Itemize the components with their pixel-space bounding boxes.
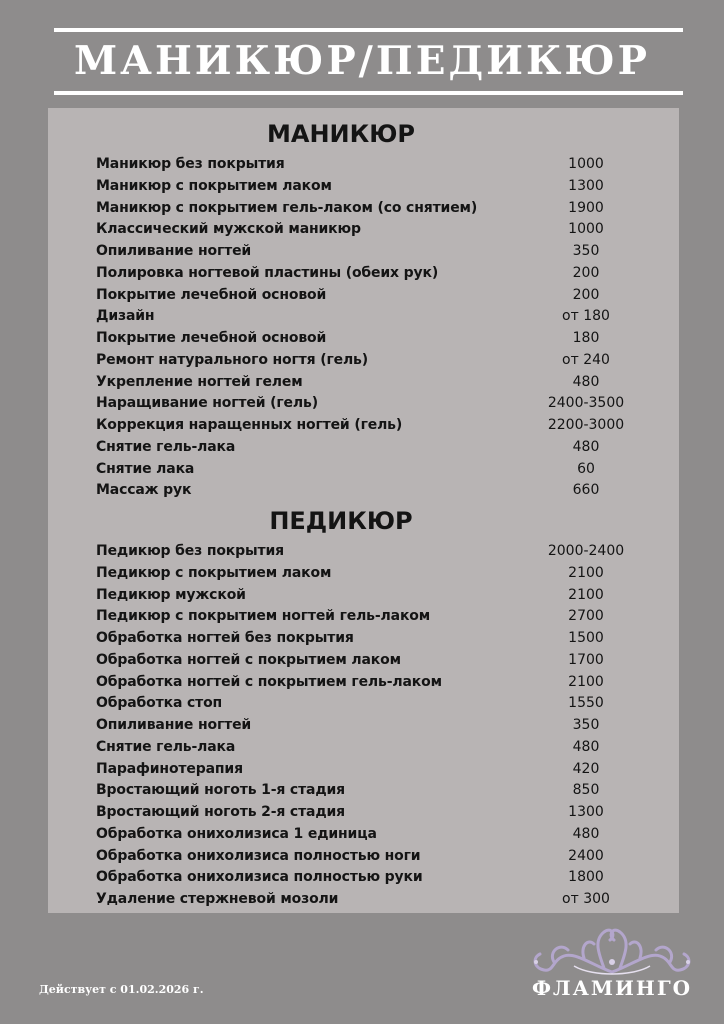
service-price: 420	[572, 760, 600, 777]
service-name: Покрытие лечебной основой	[96, 286, 327, 303]
service-price: 1300	[568, 804, 604, 820]
price-row	[96, 737, 656, 759]
service-price: 350	[572, 717, 600, 733]
service-price: 480	[572, 438, 600, 455]
service-price: 2400-3500	[547, 395, 625, 412]
service-price: от 180	[562, 308, 610, 325]
service-name: Наращивание ногтей (гель)	[96, 395, 318, 412]
service-price: от 240	[562, 351, 610, 368]
service-name: Маникюр с покрытием гель-лаком (со снятием)	[96, 199, 478, 216]
service-name: Обработка ногтей без покрытия	[96, 630, 354, 646]
service-price: 180	[572, 330, 600, 346]
service-price: 1300	[568, 177, 604, 194]
service-name: Педикюр с покрытием лаком	[96, 564, 332, 581]
price-row	[96, 198, 656, 220]
pedicure-price-list	[96, 541, 656, 911]
price-row	[96, 628, 656, 650]
service-price: 1550	[568, 695, 604, 712]
service-name: Ремонт натурального ногтя (гель)	[96, 351, 369, 368]
service-name: Массаж рук	[96, 482, 192, 499]
price-row	[96, 715, 656, 737]
service-name: Маникюр с покрытием лаком	[96, 177, 332, 194]
bottom-divider	[54, 91, 683, 95]
service-price: 2100	[568, 564, 604, 581]
price-row	[96, 415, 656, 437]
price-row	[96, 650, 656, 672]
service-price: 480	[572, 738, 600, 755]
service-name: Педикюр с покрытием ногтей гель-лаком	[96, 608, 431, 625]
service-price: 2200-3000	[547, 417, 625, 433]
service-name: Укрепление ногтей гелем	[96, 373, 303, 390]
service-name: Педикюр мужской	[96, 586, 246, 603]
price-list-panel	[48, 108, 679, 913]
price-row	[96, 889, 656, 911]
price-row	[96, 846, 656, 868]
service-name: Парафинотерапия	[96, 760, 243, 777]
service-price: 660	[572, 482, 600, 499]
page-title: МАНИКЮР/ПЕДИКЮР	[74, 38, 650, 84]
service-name: Обработка онихолизиса полностью ноги	[96, 847, 421, 864]
service-name: Опиливание ногтей	[96, 243, 252, 259]
pedicure-heading: ПЕДИКЮР	[269, 507, 413, 535]
price-row	[96, 154, 656, 176]
service-name: Обработка ногтей с покрытием лаком	[96, 651, 401, 668]
brand-name: ФЛАМИНГО	[531, 976, 693, 1000]
service-price: 850	[572, 782, 600, 799]
price-row	[96, 693, 656, 715]
service-name: Маникюр без покрытия	[96, 156, 285, 172]
validity-date: Действует с 01.02.2026 г.	[39, 983, 204, 996]
service-price: 60	[577, 460, 595, 477]
flamingo-ornament-icon	[524, 922, 700, 978]
service-name: Удаление стержневой мозоли	[96, 891, 339, 907]
service-price: 200	[572, 286, 600, 303]
service-price: 2100	[568, 673, 604, 690]
price-row	[96, 780, 656, 802]
service-name: Снятие гель-лака	[96, 738, 236, 755]
price-row	[96, 306, 656, 328]
service-name: Вростающий ноготь 1-я стадия	[96, 782, 345, 799]
manicure-price-list	[96, 154, 656, 502]
service-price: 200	[572, 264, 600, 281]
service-price: 2700	[568, 608, 604, 625]
price-row	[96, 437, 656, 459]
service-name: Вростающий ноготь 2-я стадия	[96, 804, 345, 820]
manicure-heading: МАНИКЮР	[266, 120, 415, 148]
service-price: 1900	[568, 199, 604, 216]
price-row	[96, 867, 656, 889]
service-name: Классический мужской маникюр	[96, 221, 361, 238]
service-name: Педикюр без покрытия	[96, 543, 285, 559]
price-row	[96, 176, 656, 198]
price-row	[96, 585, 656, 607]
service-price: 1800	[568, 869, 604, 886]
service-name: Обработка стоп	[96, 695, 223, 712]
service-name: Снятие лака	[96, 460, 195, 477]
service-name: Обработка ногтей с покрытием гель-лаком	[96, 673, 442, 690]
price-row	[96, 241, 656, 263]
price-row	[96, 672, 656, 694]
service-price: 2000-2400	[547, 543, 625, 559]
price-row	[96, 459, 656, 481]
price-row	[96, 824, 656, 846]
service-price: 1000	[568, 156, 604, 172]
price-row	[96, 372, 656, 394]
service-name: Обработка онихолизиса полностью руки	[96, 869, 423, 886]
price-row	[96, 802, 656, 824]
service-price: 2100	[568, 586, 604, 603]
price-row	[96, 759, 656, 781]
service-name: Опиливание ногтей	[96, 717, 252, 733]
price-row	[96, 350, 656, 372]
price-row	[96, 393, 656, 415]
service-price: 1500	[568, 630, 604, 646]
price-row	[96, 563, 656, 585]
service-name: Коррекция наращенных ногтей (гель)	[96, 417, 403, 433]
service-price: от 300	[562, 891, 610, 907]
service-name: Дизайн	[96, 308, 155, 325]
service-name: Покрытие лечебной основой	[96, 330, 327, 346]
price-row	[96, 328, 656, 350]
price-row	[96, 541, 656, 563]
price-row	[96, 285, 656, 307]
service-price: 1700	[568, 651, 604, 668]
service-name: Обработка онихолизиса 1 единица	[96, 825, 377, 842]
service-price: 2400	[568, 847, 604, 864]
service-name: Полировка ногтевой пластины (обеих рук)	[96, 264, 439, 281]
service-price: 480	[572, 825, 600, 842]
price-row	[96, 606, 656, 628]
price-row	[96, 263, 656, 285]
service-price: 350	[572, 243, 600, 259]
price-row	[96, 219, 656, 241]
service-name: Снятие гель-лака	[96, 438, 236, 455]
service-price: 480	[572, 373, 600, 390]
price-row	[96, 480, 656, 502]
service-price: 1000	[568, 221, 604, 238]
flamingo-logo	[524, 922, 700, 1004]
top-divider	[54, 28, 683, 32]
